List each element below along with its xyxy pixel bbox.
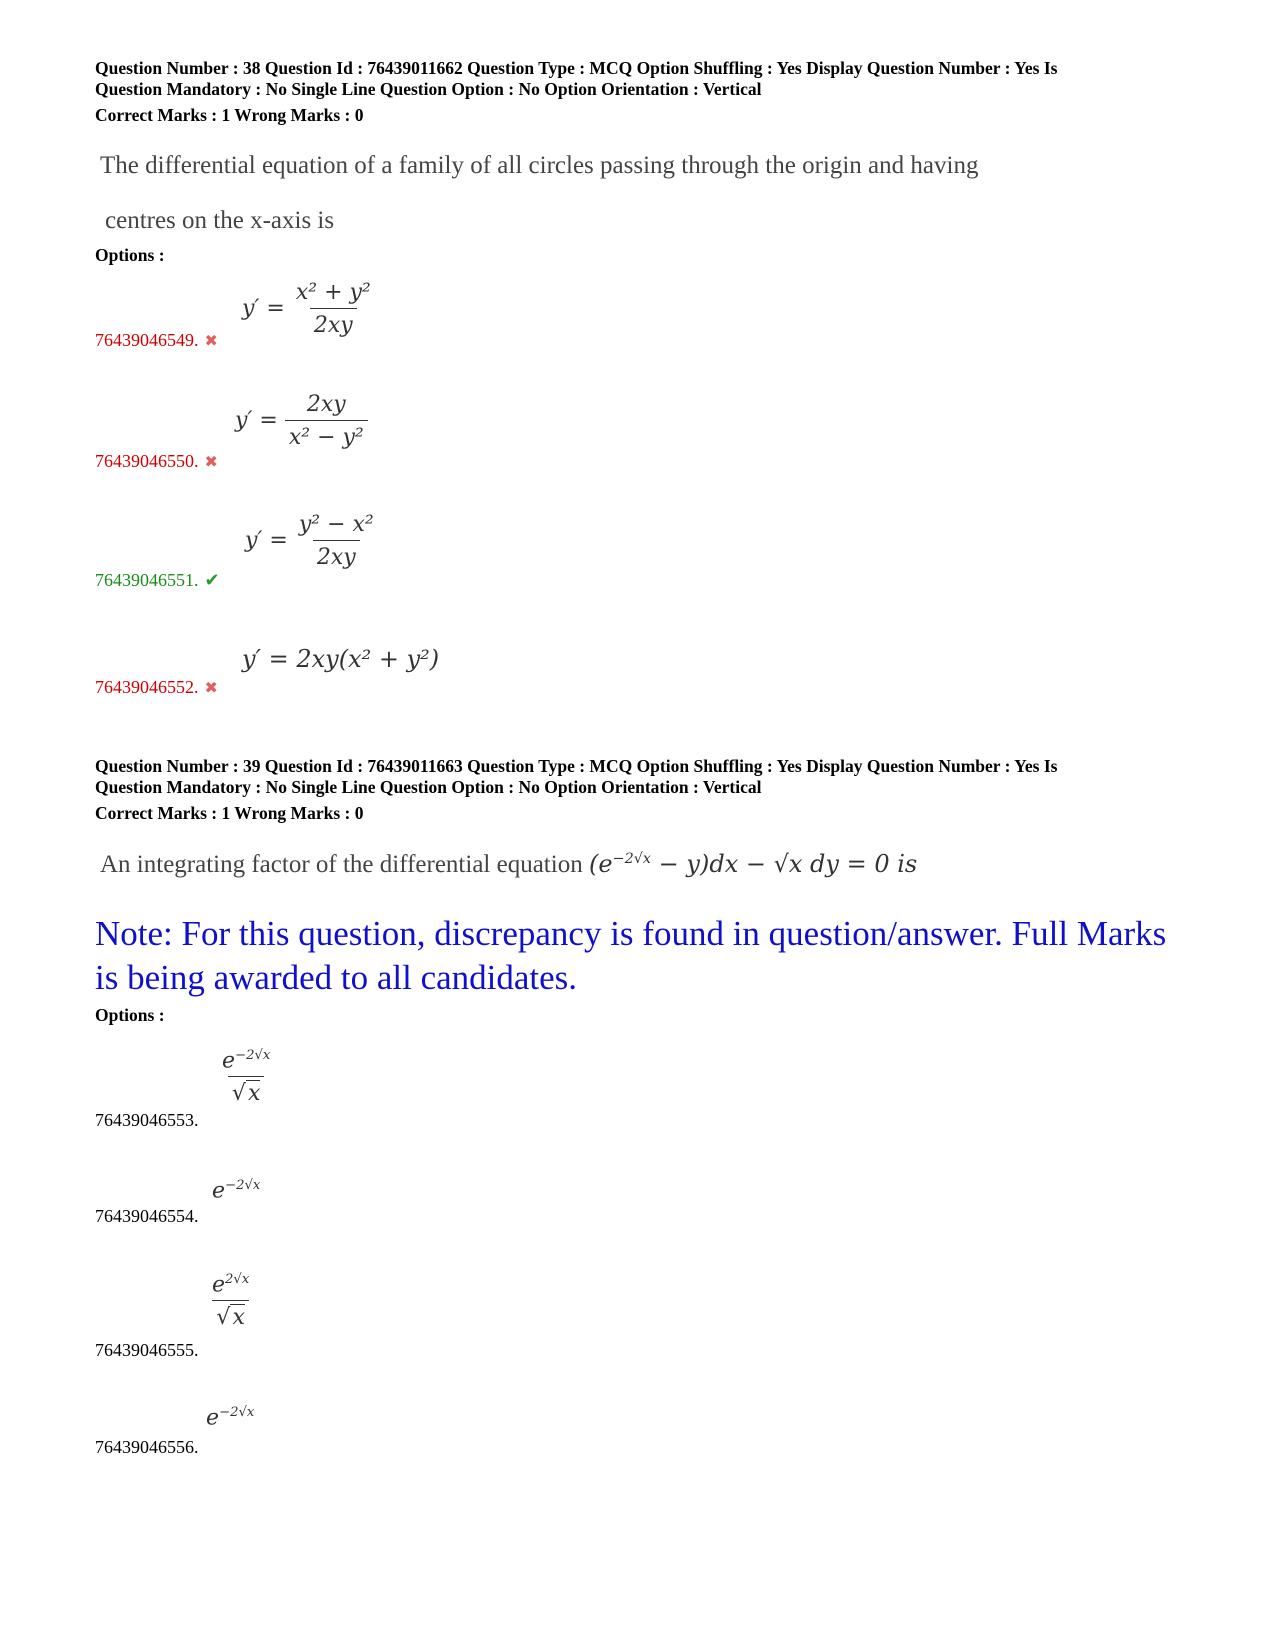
cross-icon: ✖ — [204, 680, 218, 697]
q38-option-3-id: 76439046551. ✔ — [95, 570, 220, 590]
discrepancy-note: Note: For this question, discrepancy is found in question/answer. Full Marks is being awarded to all candidates. — [95, 914, 1167, 997]
q39-option-4-formula: $e^{-2√x}$ — [206, 1405, 255, 1431]
q39-option-3-id: 76439046555. — [95, 1340, 199, 1360]
q38-option-4-formula: y′ = 2xy(x² + y²) — [242, 645, 440, 673]
q38-option-2-id: 76439046550. ✖ — [95, 451, 218, 471]
cross-icon: ✖ — [204, 454, 218, 471]
q39-option-2-id: 76439046554. — [95, 1206, 199, 1226]
q38-option-2-formula: y′ = $\frac{2xy}{\text{x² − y²}}$ — [235, 392, 368, 450]
q38-options-label: Options : — [95, 245, 165, 265]
q39-option-1-formula: $\frac{e^{-2√x}}{√x}$ — [222, 1048, 271, 1107]
q39-text: An integrating factor of the differential equation $(e^{-2√x} - y)dx - √x$ dy = 0 is — [100, 850, 918, 878]
q39-option-4-id: 76439046556. — [95, 1437, 199, 1457]
q39-equation: $(e^{-2√x} - y)dx - √x$ dy = 0 is — [588, 850, 918, 878]
q39-options-label: Options : — [95, 1005, 165, 1025]
q39-marks: Correct Marks : 1 Wrong Marks : 0 — [95, 803, 364, 823]
q39-option-3-formula: $\frac{e^{2√x}}{√x}$ — [212, 1272, 250, 1331]
q38-text-line1: The differential equation of a family of all circles passing through the origin and having — [100, 152, 979, 179]
q38-meta-line1: Question Number : 38 Question Id : 76439011662 Question Type : MCQ Option Shuffling : Yes Display Question Number : Yes Is — [95, 58, 1058, 78]
q39-meta-line2: Question Mandatory : No Single Line Question Option : No Option Orientation : Vertical — [95, 777, 762, 797]
q38-option-3-formula: y′ = $\frac{\text{y² − x²}}{2xy}$ — [245, 512, 374, 570]
q38-text-line2: centres on the x-axis is — [105, 207, 335, 234]
q38-option-4-id: 76439046552. ✖ — [95, 677, 218, 697]
q38-option-1-id: 76439046549. ✖ — [95, 330, 218, 350]
check-icon: ✔ — [204, 570, 220, 590]
q38-meta-line2: Question Mandatory : No Single Line Question Option : No Option Orientation : Vertical — [95, 79, 762, 99]
q39-meta-line1: Question Number : 39 Question Id : 76439011663 Question Type : MCQ Option Shuffling : Yes Display Question Number : Yes Is — [95, 756, 1058, 776]
q38-option-1-formula: y′ = $\frac{\text{x² + y²}}{2xy}$ — [242, 280, 371, 338]
q38-marks: Correct Marks : 1 Wrong Marks : 0 — [95, 105, 364, 125]
q39-option-2-formula: $e^{-2√x}$ — [212, 1178, 261, 1204]
q39-option-1-id: 76439046553. — [95, 1110, 199, 1130]
cross-icon: ✖ — [204, 333, 218, 350]
